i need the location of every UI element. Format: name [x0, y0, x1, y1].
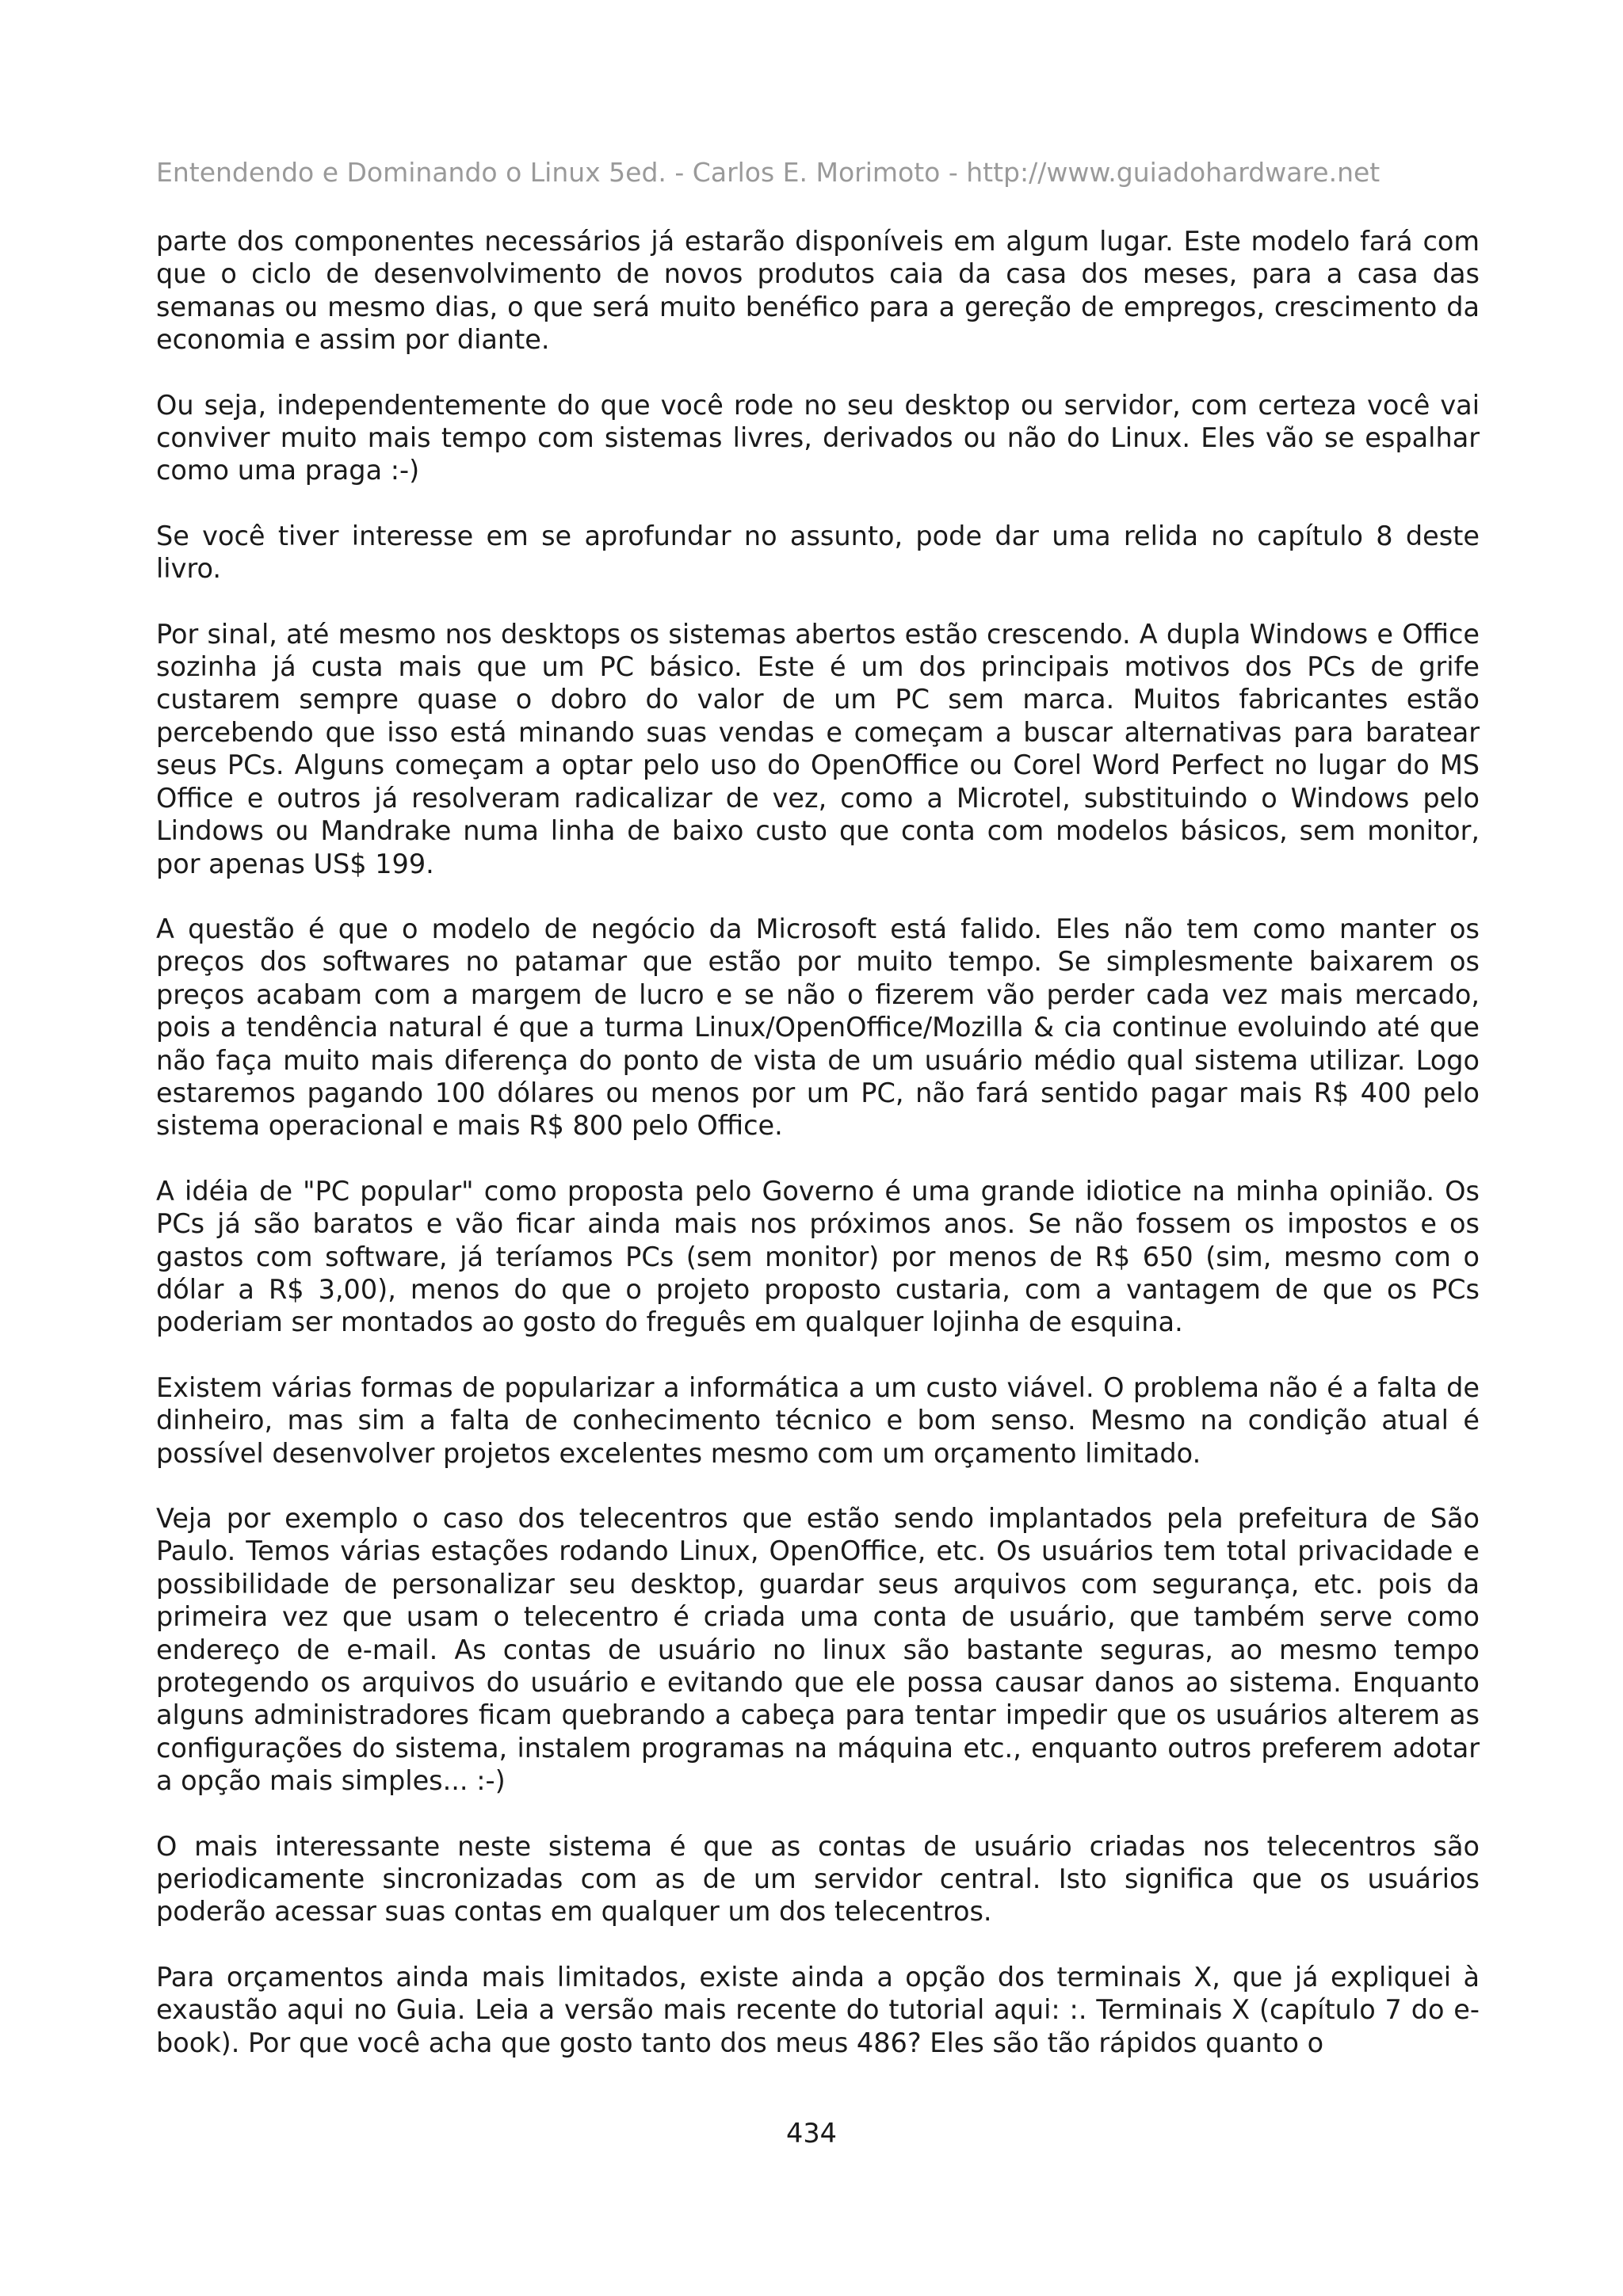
paragraph: Existem várias formas de popularizar a informática a um custo viável. O problema não é a falta de dinheiro, mas sim a falta de conhecimento técnico e bom senso. Mesmo na condição atual é possível desenvolver projetos excelentes mesmo com um orçamento limitado. [156, 1371, 1480, 1469]
paragraph: Se você tiver interesse em se aprofundar no assunto, pode dar uma relida no capítulo 8 deste livro. [156, 520, 1480, 585]
paragraph: Veja por exemplo o caso dos telecentros que estão sendo implantados pela prefeitura de São Paulo. Temos várias estações rodando Linux, OpenOffice, etc. Os usuários tem total privacidade e possibilidade de personalizar seu desktop, guardar seus arquivos com segurança, etc. pois da primeira vez que usam o telecentro é criada uma conta de usuário, que também serve como endereço de e-mail. As contas de usuário no linux são bastante seguras, ao mesmo tempo protegendo os arquivos do usuário e evitando que ele possa causar danos ao sistema. Enquanto alguns administradores ficam quebrando a cabeça para tentar impedir que os usuários alterem as configurações do sistema, instalem programas na máquina etc., enquanto outros preferem adotar a opção mais simples... :-) [156, 1503, 1480, 1797]
paragraph: A idéia de "PC popular" como proposta pelo Governo é uma grande idiotice na minha opinião. Os PCs já são baratos e vão ficar ainda mais nos próximos anos. Se não fossem os impostos e os gastos com software, já teríamos PCs (sem monitor) por menos de R$ 650 (sim, mesmo com o dólar a R$ 3,00), menos do que o projeto proposto custaria, com a vantagem de que os PCs poderiam ser montados ao gosto do freguês em qualquer lojinha de esquina. [156, 1175, 1480, 1338]
page-body [156, 225, 1480, 2092]
paragraph: Para orçamentos ainda mais limitados, existe ainda a opção dos terminais X, que já expliquei à exaustão aqui no Guia. Leia a versão mais recente do tutorial aqui: :. Terminais X (capítulo 7 do e-book). Por que você acha que gosto tanto dos meus 486? Eles são tão rápidos quanto o [156, 1961, 1480, 2058]
paragraph: parte dos componentes necessários já estarão disponíveis em algum lugar. Este modelo fará com que o ciclo de desenvolvimento de novos produtos caia da casa dos meses, para a casa das semanas ou mesmo dias, o que será muito benéfico para a gereção de empregos, crescimento da economia e assim por diante. [156, 226, 1480, 356]
page-number: 434 [786, 2118, 837, 2149]
paragraph: A questão é que o modelo de negócio da Microsoft está falido. Eles não tem como manter os preços dos softwares no patamar que estão por muito tempo. Se simplesmente baixarem os preços acabam com a margem de lucro e se não o fizerem vão perder cada vez mais mercado, pois a tendência natural é que a turma Linux/OpenOffice/Mozilla & cia continue evoluindo até que não faça muito mais diferença do ponto de vista de um usuário médio qual sistema utilizar. Logo estaremos pagando 100 dólares ou menos por um PC, não fará sentido pagar mais R$ 400 pelo sistema operacional e mais R$ 800 pelo Office. [156, 913, 1480, 1142]
running-header: Entendendo e Dominando o Linux 5ed. - Carlos E. Morimoto - http://www.guiadohardware.net [156, 157, 1381, 188]
paragraph: Por sinal, até mesmo nos desktops os sistemas abertos estão crescendo. A dupla Windows e Office sozinha já custa mais que um PC básico. Este é um dos principais motivos dos PCs de grife custarem sempre quase o dobro do valor de um PC sem marca. Muitos fabricantes estão percebendo que isso está minando suas vendas e começam a buscar alternativas para baratear seus PCs. Alguns começam a optar pelo uso do OpenOffice ou Corel Word Perfect no lugar do MS Office e outros já resolveram radicalizar de vez, como a Microtel, substituindo o Windows pelo Lindows ou Mandrake numa linha de baixo custo que conta com modelos básicos, sem monitor, por apenas US$ 199. [156, 618, 1480, 879]
paragraph: O mais interessante neste sistema é que as contas de usuário criadas nos telecentros são periodicamente sincronizadas com as de um servidor central. Isto significa que os usuários poderão acessar suas contas em qualquer um dos telecentros. [156, 1830, 1480, 1928]
paragraph: Ou seja, independentemente do que você rode no seu desktop ou servidor, com certeza você vai conviver muito mais tempo com sistemas livres, derivados ou não do Linux. Eles vão se espalhar como uma praga :-) [156, 389, 1480, 486]
